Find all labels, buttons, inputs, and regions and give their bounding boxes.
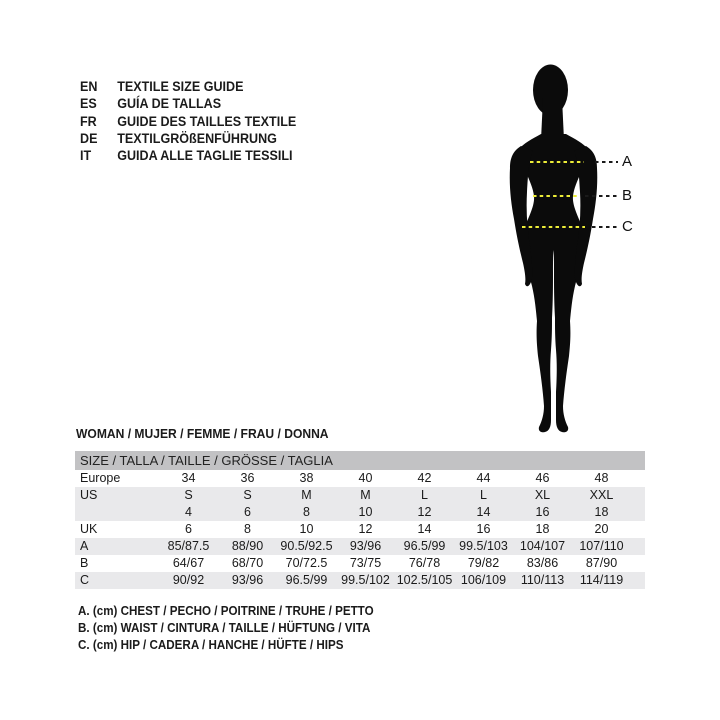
- table-cell-spacer: [631, 470, 645, 487]
- table-cell: 114/119: [572, 572, 631, 589]
- table-cell: 107/110: [572, 538, 631, 555]
- section-title: WOMAN / MUJER / FEMME / FRAU / DONNA: [76, 426, 329, 441]
- table-cell: 8: [277, 504, 336, 521]
- table-cell: 90.5/92.5: [277, 538, 336, 555]
- table-cell-spacer: [631, 504, 645, 521]
- table-cell: 16: [513, 504, 572, 521]
- table-row-a-chest: [75, 538, 645, 555]
- table-row-c-hip: [75, 572, 645, 589]
- measurement-legend: [78, 603, 374, 654]
- language-row-it: [80, 147, 296, 164]
- table-cell-spacer: [631, 487, 645, 504]
- table-cell: 110/113: [513, 572, 572, 589]
- language-label: TEXTILE SIZE GUIDE: [117, 79, 244, 94]
- table-cell: S: [159, 487, 218, 504]
- table-cell: 48: [594, 471, 609, 485]
- table-cell: 10: [336, 504, 395, 521]
- table-cell-spacer: [631, 572, 645, 589]
- language-label: GUÍA DE TALLAS: [117, 96, 222, 112]
- table-cell: 6: [185, 522, 192, 536]
- language-label: GUIDE DES TAILLES TEXTILE: [117, 113, 297, 129]
- table-cell: XL: [513, 487, 572, 504]
- silhouette-neck: [541, 98, 564, 140]
- row-label: C: [75, 572, 159, 589]
- table-cell: 93/96: [336, 538, 395, 555]
- table-cell: 14: [454, 504, 513, 521]
- table-cell: 18: [572, 504, 631, 521]
- table-cell: 106/109: [454, 572, 513, 589]
- language-row-fr: [80, 113, 296, 130]
- language-label: TEXTILGRÖßENFÜHRUNG: [117, 130, 277, 146]
- table-cell: 102.5/105: [396, 573, 453, 587]
- language-row-es: [80, 95, 296, 112]
- language-list: [80, 78, 296, 164]
- language-row-en: [80, 78, 296, 95]
- table-cell: 96.5/99: [395, 538, 454, 555]
- table-cell: 96.5/99: [277, 572, 336, 589]
- table-row-b-waist: [75, 555, 645, 572]
- table-cell: 18: [535, 522, 550, 536]
- table-cell: 70/72.5: [285, 556, 328, 570]
- table-cell: 76/78: [408, 556, 441, 570]
- table-cell-spacer: [631, 521, 645, 538]
- table-cell: L: [454, 487, 513, 504]
- table-cell: 42: [417, 471, 432, 485]
- table-cell: 90/92: [159, 572, 218, 589]
- table-row-europe: [75, 470, 645, 487]
- table-row-us-letters: [75, 487, 645, 504]
- table-cell: M: [277, 487, 336, 504]
- table-cell: 64/67: [172, 556, 205, 570]
- table-cell: 104/107: [513, 538, 572, 555]
- table-cell: 46: [535, 471, 550, 485]
- table-cell: 34: [181, 471, 196, 485]
- language-code: ES: [80, 96, 97, 112]
- table-cell-spacer: [631, 538, 645, 555]
- table-cell: 20: [594, 522, 609, 536]
- language-row-de: [80, 130, 296, 147]
- table-cell-spacer: [631, 555, 645, 572]
- row-label: Europe: [80, 471, 121, 485]
- table-cell: 99.5/102: [336, 572, 395, 589]
- legend-line-c: C. (cm) HIP / CADERA / HANCHE / HÜFTE / HIPS: [78, 638, 344, 652]
- table-cell: 6: [218, 504, 277, 521]
- table-cell: S: [218, 487, 277, 504]
- size-table-header: SIZE / TALLA / TAILLE / GRÖSSE / TAGLIA: [75, 451, 645, 470]
- language-code: FR: [80, 113, 97, 129]
- table-cell: 93/96: [218, 572, 277, 589]
- table-cell: 73/75: [349, 556, 382, 570]
- measure-label-b: B: [622, 187, 633, 204]
- measure-label-c: C: [622, 218, 633, 235]
- table-cell: 4: [159, 504, 218, 521]
- size-table: [75, 451, 645, 589]
- language-code: IT: [80, 148, 92, 164]
- table-cell: 99.5/103: [454, 538, 513, 555]
- table-cell: XXL: [572, 487, 631, 504]
- table-cell: L: [395, 487, 454, 504]
- table-cell: 83/86: [526, 556, 559, 570]
- row-label: [75, 504, 159, 521]
- table-cell: 44: [476, 471, 491, 485]
- table-cell: 12: [358, 522, 373, 536]
- size-table-header-row: [75, 451, 645, 470]
- row-label: B: [80, 556, 89, 570]
- table-cell: 8: [244, 522, 251, 536]
- table-cell: 40: [358, 471, 373, 485]
- language-code: EN: [80, 79, 98, 94]
- table-cell: 85/87.5: [159, 538, 218, 555]
- row-label: A: [75, 538, 159, 555]
- table-row-uk: [75, 521, 645, 538]
- language-code: DE: [80, 130, 98, 146]
- row-label: UK: [80, 522, 98, 536]
- table-cell: M: [336, 487, 395, 504]
- language-label: GUIDA ALLE TAGLIE TESSILI: [117, 148, 293, 164]
- legend-line-a: A. (cm) CHEST / PECHO / POITRINE / TRUHE / PETTO: [78, 604, 374, 618]
- table-cell: 38: [299, 471, 314, 485]
- table-cell: 14: [417, 522, 432, 536]
- table-cell: 88/90: [218, 538, 277, 555]
- table-cell: 79/82: [467, 556, 500, 570]
- table-row-us-numbers: [75, 504, 645, 521]
- table-cell: 87/90: [585, 556, 618, 570]
- row-label: US: [75, 487, 159, 504]
- measure-label-a: A: [622, 153, 633, 170]
- table-cell: 68/70: [231, 556, 264, 570]
- table-cell: 12: [395, 504, 454, 521]
- table-cell: 36: [240, 471, 255, 485]
- table-cell: 10: [299, 522, 314, 536]
- table-cell: 16: [476, 522, 491, 536]
- woman-silhouette-figure: [490, 55, 638, 440]
- legend-line-b: B. (cm) WAIST / CINTURA / TAILLE / HÜFTUNG / VITA: [78, 621, 371, 635]
